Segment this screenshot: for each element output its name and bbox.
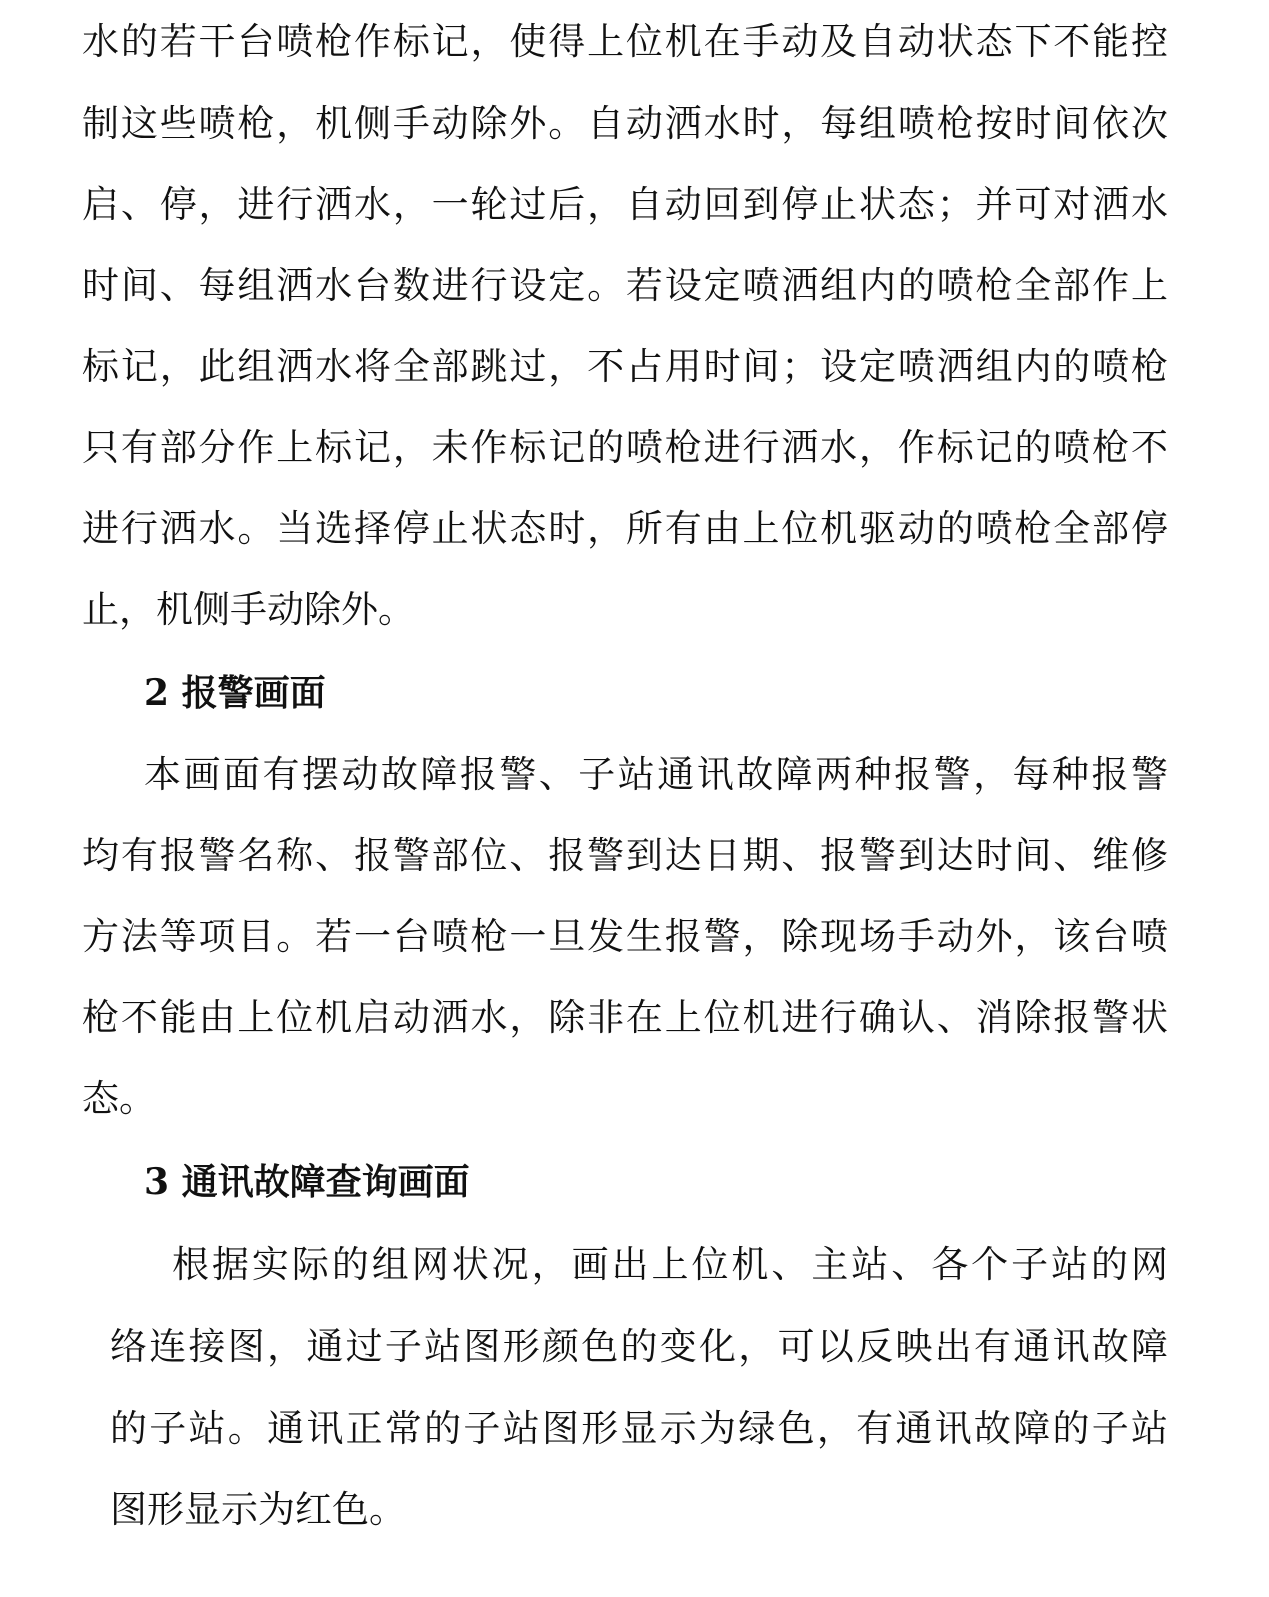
section-heading-comm-fault: 3 通讯故障查询画面	[144, 1161, 470, 1203]
paragraph-1-line: 水的若干台喷枪作标记，使得上位机在手动及自动状态下不能控	[82, 20, 1168, 63]
paragraph-1-line: 启、停，进行洒水，一轮过后，自动回到停止状态；并可对洒水	[82, 183, 1168, 226]
paragraph-3-line: 图形显示为红色。	[110, 1488, 406, 1531]
paragraph-1-line: 止，机侧手动除外。	[82, 588, 415, 631]
paragraph-3-line: 根据实际的组网状况，画出上位机、主站、各个子站的网	[172, 1243, 1168, 1286]
paragraph-2-line: 均有报警名称、报警部位、报警到达日期、报警到达时间、维修	[82, 834, 1168, 877]
paragraph-2-line: 枪不能由上位机启动洒水，除非在上位机进行确认、消除报警状	[82, 996, 1168, 1039]
paragraph-1-line: 时间、每组洒水台数进行设定。若设定喷洒组内的喷枪全部作上	[82, 264, 1168, 307]
paragraph-3-line: 的子站。通讯正常的子站图形显示为绿色，有通讯故障的子站	[110, 1407, 1168, 1450]
paragraph-2-line: 本画面有摆动故障报警、子站通讯故障两种报警，每种报警	[144, 753, 1168, 796]
paragraph-2-line: 态。	[82, 1077, 156, 1120]
paragraph-1-line: 标记，此组洒水将全部跳过，不占用时间；设定喷洒组内的喷枪	[82, 345, 1168, 388]
paragraph-1-line: 制这些喷枪，机侧手动除外。自动洒水时，每组喷枪按时间依次	[82, 102, 1168, 145]
paragraph-1-line: 只有部分作上标记，未作标记的喷枪进行洒水，作标记的喷枪不	[82, 426, 1168, 469]
section-heading-alarm: 2 报警画面	[144, 672, 326, 714]
paragraph-1-line: 进行洒水。当选择停止状态时，所有由上位机驱动的喷枪全部停	[82, 507, 1168, 550]
paragraph-2-line: 方法等项目。若一台喷枪一旦发生报警，除现场手动外，该台喷	[82, 915, 1168, 958]
paragraph-3-line: 络连接图，通过子站图形颜色的变化，可以反映出有通讯故障	[110, 1325, 1168, 1368]
